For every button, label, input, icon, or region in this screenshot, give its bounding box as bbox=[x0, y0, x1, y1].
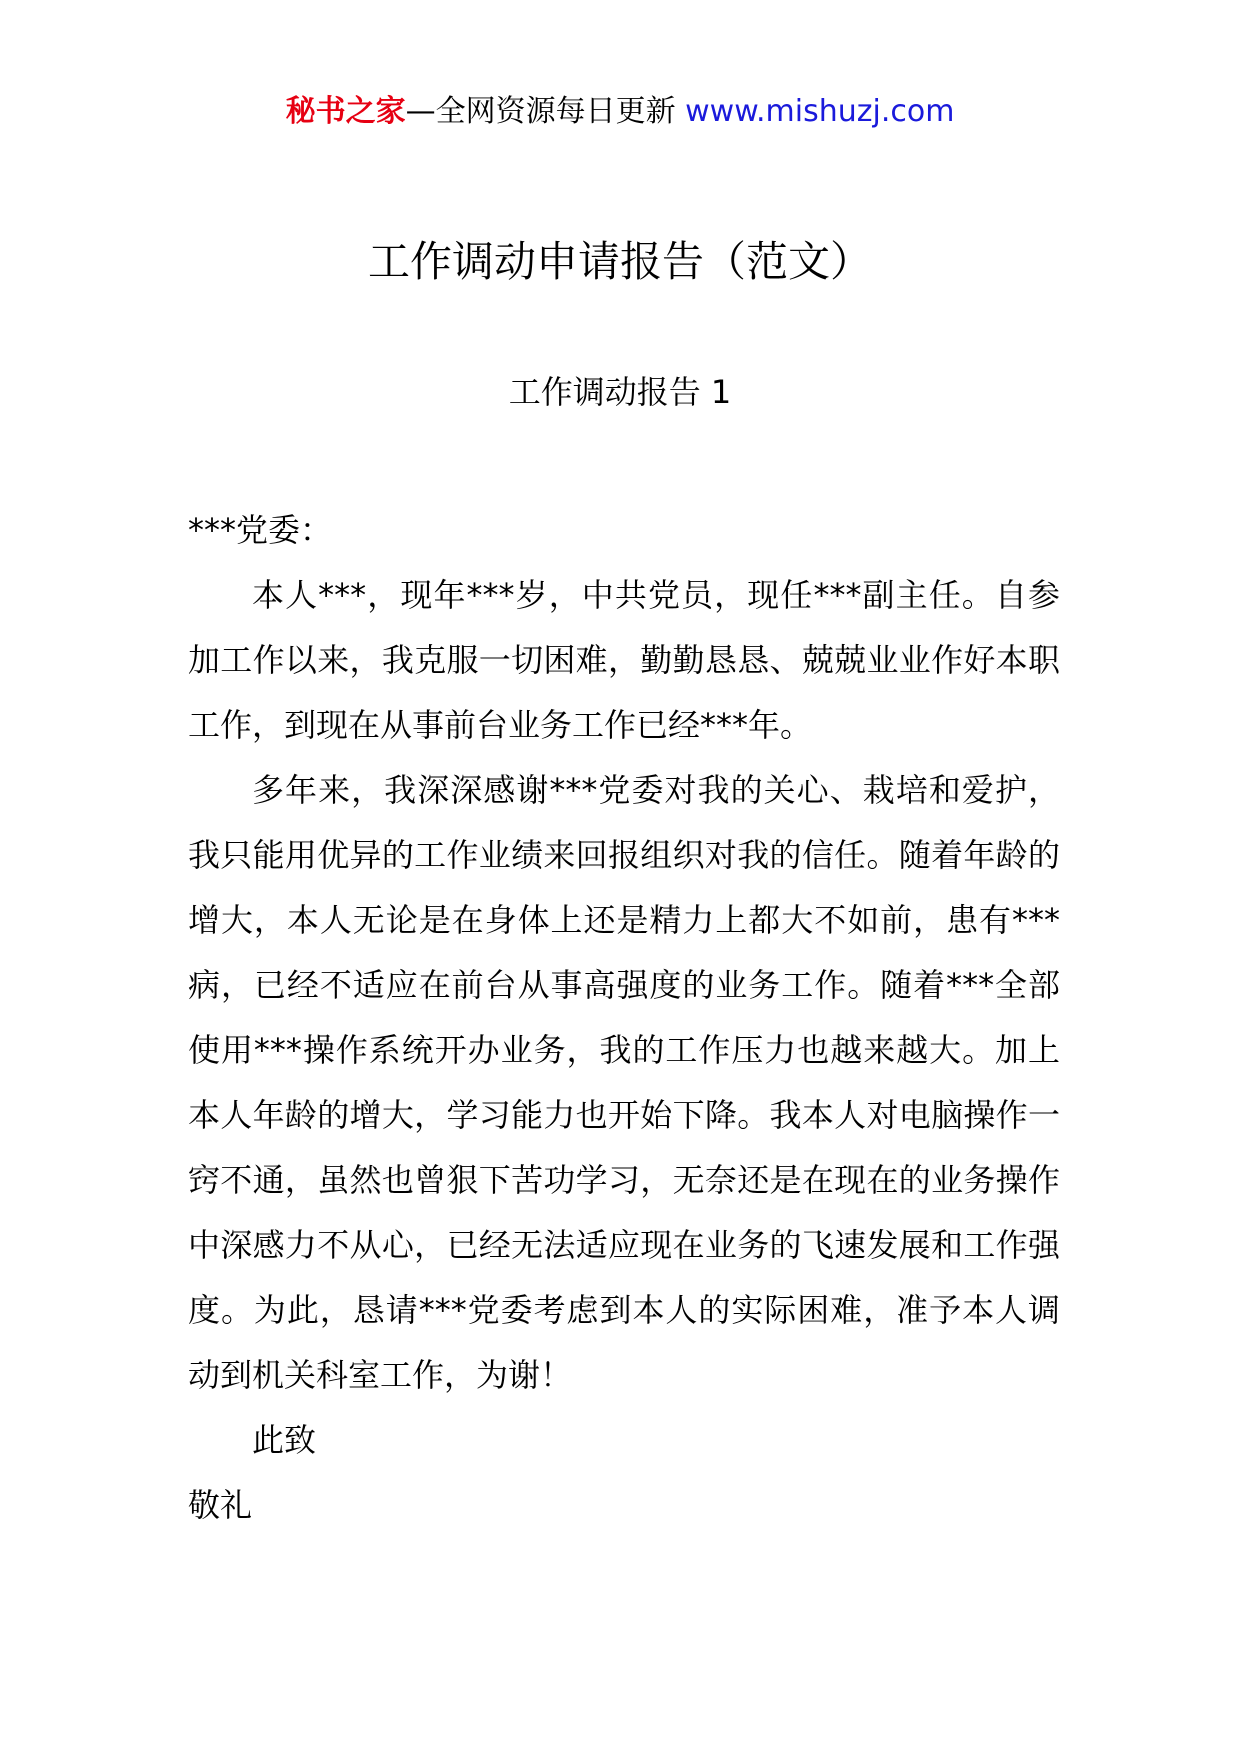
document-title: 工作调动申请报告（范文） bbox=[367, 237, 872, 286]
site-url-link[interactable]: www.mishuzj.com bbox=[685, 94, 955, 129]
document-body bbox=[188, 498, 1060, 1538]
salutation: ***党委： bbox=[188, 511, 333, 549]
document-subtitle: 工作调动报告 1 bbox=[508, 373, 732, 411]
site-banner bbox=[0, 92, 1240, 132]
banner-tagline: —全网资源每日更新 bbox=[405, 94, 686, 129]
brand-name: 秘书之家 bbox=[285, 94, 406, 129]
body-paragraph-1: 本人***，现年***岁，中共党员，现任***副主任。自参加工作以来，我克服一切困难，勤勤恳恳、兢兢业业作好本职工作，到现在从事前台业务工作已经***年。 bbox=[188, 576, 1060, 744]
regards-phrase: 敬礼 bbox=[188, 1486, 253, 1524]
closing-phrase: 此致 bbox=[252, 1421, 317, 1459]
body-paragraph-2: 多年来，我深深感谢***党委对我的关心、栽培和爱护，我只能用优异的工作业绩来回报组织对我的信任。随着年龄的增大，本人无论是在身体上还是精力上都大不如前，患有***病，已经不适应在前台从事高强度的业务工作。随着***全部使用***操作系统开办业务，我的工作压力也越来越大。加上本人年龄的增大，学习能力也开始下降。我本人对电脑操作一窍不通，虽然也曾狠下苦功学习，无奈还是在现在的业务操作中深感力不从心，已经无法适应现在业务的飞速发展和工作强度。为此，恳请***党委考虑到本人的实际困难，准予本人调动到机关科室工作，为谢！ bbox=[188, 771, 1060, 1394]
